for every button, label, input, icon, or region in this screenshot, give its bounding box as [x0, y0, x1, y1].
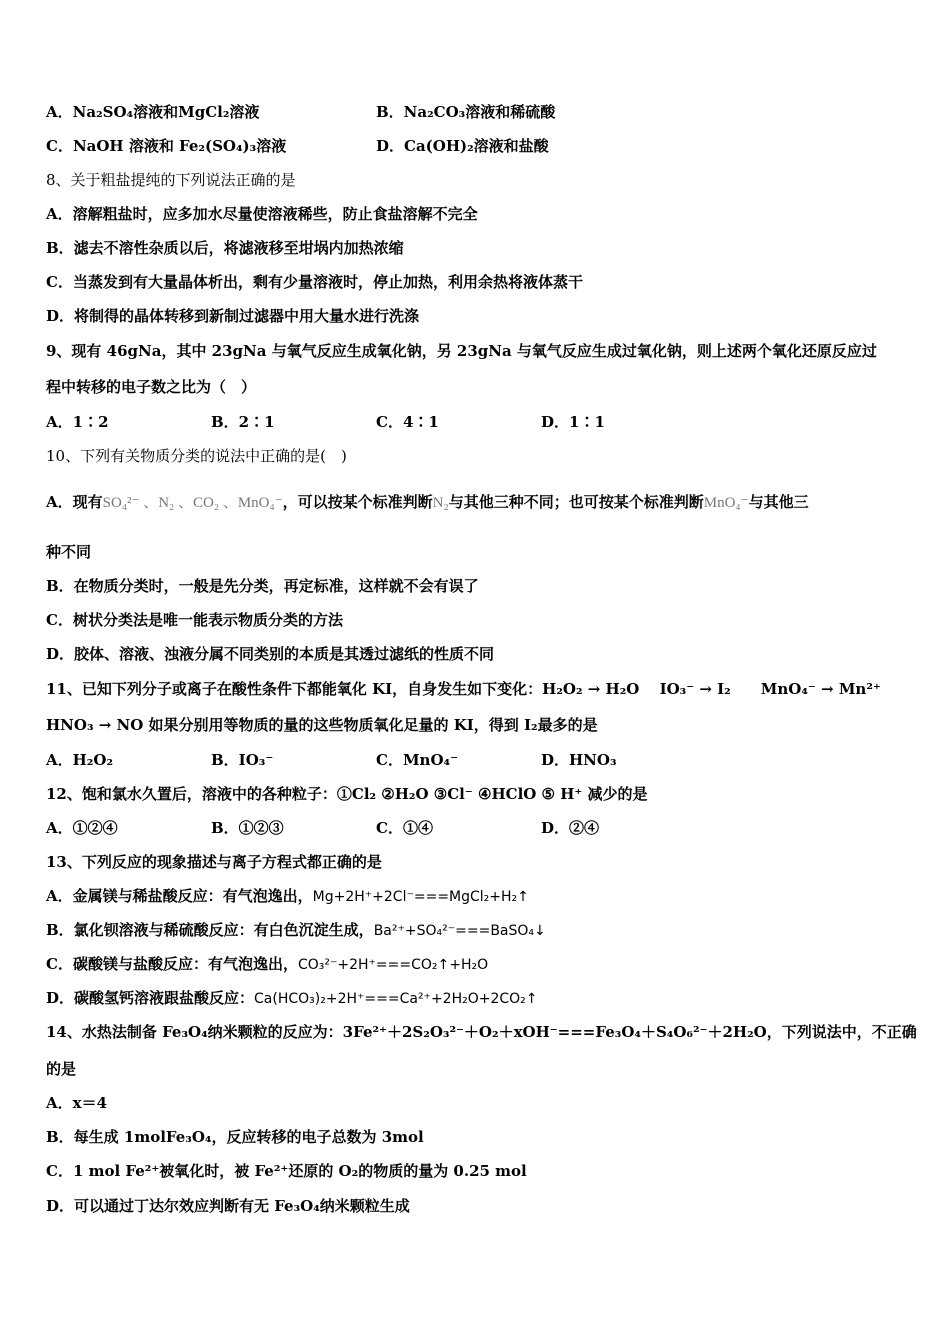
q12-option-a: A．①②④: [46, 819, 118, 837]
q7-option-c: C．NaOH 溶液和 Fe₂(SO₄)₃溶液: [46, 137, 287, 155]
q8-stem: 8、关于粗盐提纯的下列说法正确的是: [46, 171, 296, 189]
q7-option-d: D．Ca(OH)₂溶液和盐酸: [376, 137, 549, 155]
q10-a-mid: ，可以按某个标准判断: [282, 493, 433, 511]
q13-stem: 13、下列反应的现象描述与离子方程式都正确的是: [46, 853, 382, 871]
q14-option-b: B．每生成 1molFe₃O₄，反应转移的电子总数为 3mol: [46, 1128, 424, 1146]
q9-option-d: D．1∶1: [541, 413, 605, 431]
q12-option-c: C．①④: [376, 819, 433, 837]
q10-stem: 10、下列有关物质分类的说法中正确的是( ): [46, 447, 347, 465]
q11-stem-line2: HNO₃ → NO 如果分别用等物质的量的这些物质氧化足量的 KI，得到 I₂最多的是: [46, 716, 598, 734]
q13-b-equation: Ba²⁺+SO₄²⁻===BaSO₄↓: [373, 923, 546, 939]
q14-option-c: C．1 mol Fe²⁺被氧化时，被 Fe²⁺还原的 O₂的物质的量为 0.25 mol: [46, 1162, 527, 1180]
q8-option-c: C．当蒸发到有大量晶体析出，剩有少量溶液时，停止加热，利用余热将液体蒸干: [46, 273, 583, 291]
q10-a-end: 与其他三: [748, 493, 809, 511]
q14-option-a: A．x＝4: [46, 1094, 108, 1112]
q9-stem-line1: 9、现有 46gNa，其中 23gNa 与氧气反应生成氧化钠，另 23gNa 与氧气反应生成过氧化钠，则上述两个氧化还原反应过: [46, 342, 877, 360]
q7-option-a: A．Na₂SO₄溶液和MgCl₂溶液: [46, 103, 260, 121]
q9-option-b: B．2∶1: [211, 413, 275, 431]
q9-option-c: C．4∶1: [376, 413, 439, 431]
q13-c-equation: CO₃²⁻+2H⁺===CO₂↑+H₂O: [297, 957, 489, 973]
q12-stem: 12、饱和氯水久置后，溶液中的各种粒子：①Cl₂ ②H₂O ③Cl⁻ ④HClO ⑤ H⁺ 减少的是: [46, 785, 648, 803]
q14-option-d: D．可以通过丁达尔效应判断有无 Fe₃O₄纳米颗粒生成: [46, 1197, 410, 1215]
q11-option-c: C．MnO₄⁻: [376, 751, 459, 769]
q10-option-a: [46, 492, 809, 513]
q10-a-n2: N₂: [432, 495, 449, 511]
q14-stem-line2: 的是: [46, 1060, 77, 1078]
q9-stem-line2: 程中转移的电子数之比为（ ）: [46, 378, 257, 396]
q13-c-text: C．碳酸镁与盐酸反应：有气泡逸出，: [46, 955, 298, 973]
q10-a-species: SO₄²⁻ 、N₂ 、CO₂ 、MnO₄⁻: [102, 495, 283, 511]
q11-option-d: D．HNO₃: [541, 751, 617, 769]
q14-stem-line1: 14、水热法制备 Fe₃O₄纳米颗粒的反应为：3Fe²⁺＋2S₂O₃²⁻＋O₂＋xOH⁻===Fe₃O₄＋S₄O₆²⁻＋2H₂O，下列说法中，不正确: [46, 1023, 917, 1041]
q8-option-d: D．将制得的晶体转移到新制过滤器中用大量水进行洗涤: [46, 307, 420, 325]
q11-option-a: A．H₂O₂: [46, 751, 114, 769]
q11-stem-line1: 11、已知下列分子或离子在酸性条件下都能氧化 KI，自身发生如下变化：H₂O₂ → H₂O IO₃⁻ → I₂ MnO₄⁻ → Mn²⁺: [46, 680, 881, 698]
q13-b-text: B．氯化钡溶液与稀硫酸反应：有白色沉淀生成，: [46, 921, 374, 939]
q13-option-d: [46, 988, 538, 1009]
q13-option-b: [46, 920, 546, 941]
q11-option-b: B．IO₃⁻: [211, 751, 274, 769]
q13-d-equation: Ca(HCO₃)₂+2H⁺===Ca²⁺+2H₂O+2CO₂↑: [254, 991, 538, 1007]
q13-a-text: A．金属镁与稀盐酸反应：有气泡逸出，: [46, 887, 313, 905]
q13-option-a: [46, 886, 529, 907]
q9-option-a: A．1∶2: [46, 413, 109, 431]
q10-a-prefix: A．现有: [46, 493, 103, 511]
q10-option-c: C．树状分类法是唯一能表示物质分类的方法: [46, 611, 343, 629]
q12-option-d: D．②④: [541, 819, 600, 837]
q12-option-b: B．①②③: [211, 819, 284, 837]
q13-a-equation: Mg+2H⁺+2Cl⁻===MgCl₂+H₂↑: [312, 889, 529, 905]
q10-a-mid2: 与其他三种不同；也可按某个标准判断: [448, 493, 704, 511]
q13-option-c: [46, 954, 488, 975]
q10-option-a-cont: 种不同: [46, 543, 92, 561]
q10-option-d: D．胶体、溶液、浊液分属不同类别的本质是其透过滤纸的性质不同: [46, 645, 495, 663]
q10-a-mno4: MnO₄⁻: [703, 495, 749, 511]
q7-option-b: B．Na₂CO₃溶液和稀硫酸: [376, 103, 556, 121]
q13-d-text: D．碳酸氢钙溶液跟盐酸反应：: [46, 989, 255, 1007]
q8-option-a: A．溶解粗盐时，应多加水尽量使溶液稀些，防止食盐溶解不完全: [46, 205, 478, 223]
q8-option-b: B．滤去不溶性杂质以后，将滤液移至坩埚内加热浓缩: [46, 239, 404, 257]
q10-option-b: B．在物质分类时，一般是先分类，再定标准，这样就不会有误了: [46, 577, 479, 595]
